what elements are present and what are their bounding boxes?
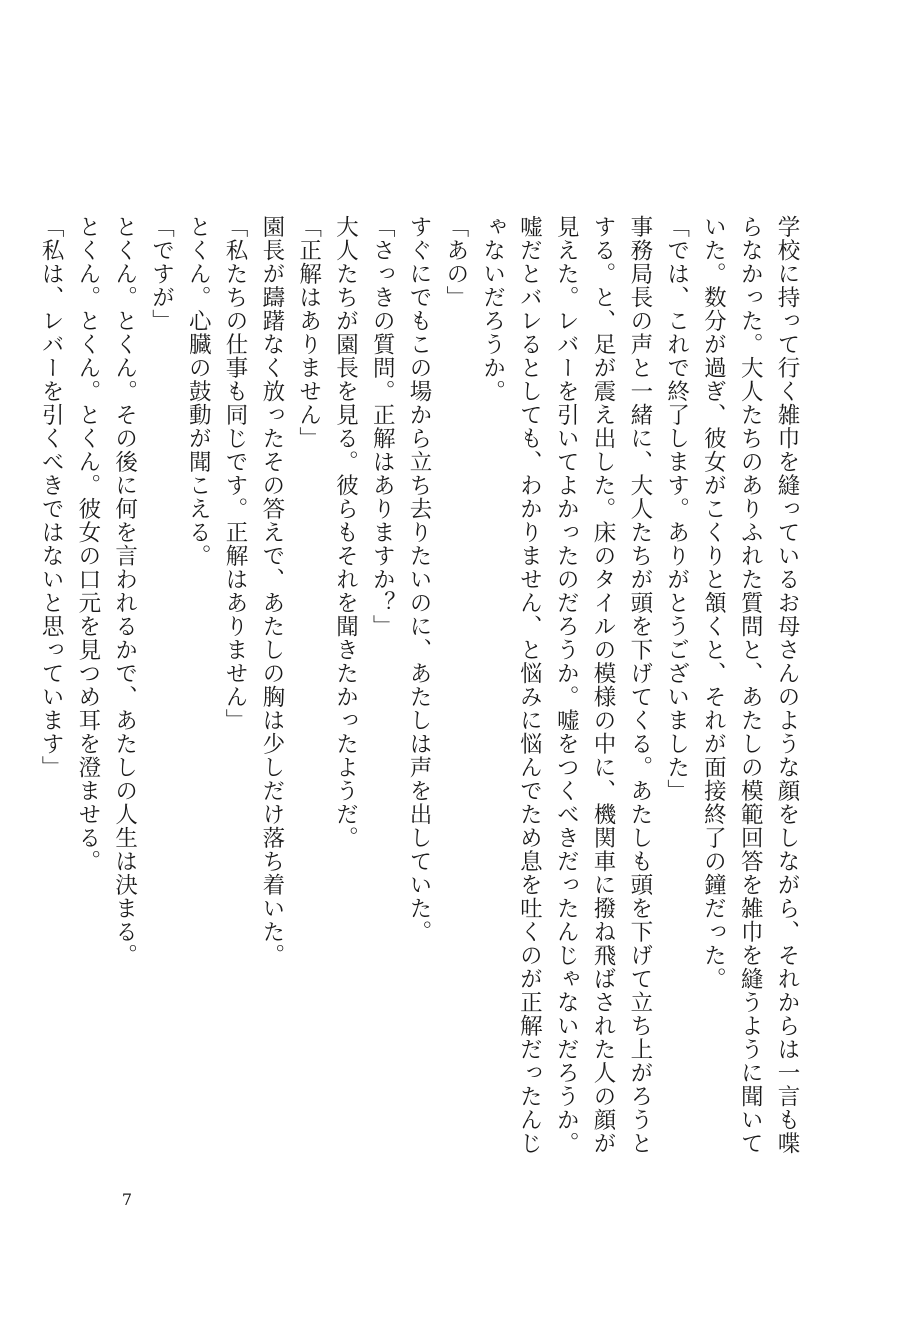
paragraph: 大人たちが園長を見る。彼らもそれを聞きたかったようだ。 bbox=[332, 215, 359, 850]
dialogue-line: 「私は、レバーを引くべきではないと思っています」 bbox=[38, 215, 65, 779]
paragraph: とくん。とくん。とくん。彼女の口元を見つめ耳を澄ませる。 bbox=[74, 215, 101, 873]
dialogue-line: 「では、これで終了します。ありがとうございました」 bbox=[663, 215, 690, 803]
dialogue-line: 「私たちの仕事も同じです。正解はありません」 bbox=[222, 215, 249, 732]
paragraph: すぐにでもこの場から立ち去りたいのに、あたしは声を出していた。 bbox=[406, 215, 433, 944]
paragraph: 園長が躊躇なく放ったその答えで、あたしの胸は少しだけ落ち着いた。 bbox=[258, 215, 285, 967]
dialogue-line: 「あの」 bbox=[442, 215, 469, 309]
dialogue-line: 「さっきの質問。正解はありますか？」 bbox=[369, 215, 396, 638]
dialogue-line: 「ですが」 bbox=[148, 215, 175, 333]
body-text bbox=[32, 215, 805, 1175]
page-number: 7 bbox=[121, 1190, 133, 1209]
paragraph: 事務局長の声と一緒に、大人たちが頭を下げてくる。あたしも頭を下げて立ち上がろうとする。と、足が震え出した。床のタイルの模様の中に、機関車に撥ね飛ばされた人の顔が見えた。レバーを引いてよかったのだろうか。嘘をつくべきだったんじゃないだろうか。嘘だとバレるとしても、わかりません、と悩みに悩んでため息を吐くのが正解だったんじゃないだろうか。 bbox=[479, 215, 653, 1155]
paragraph: とくん。とくん。その後に何を言われるかで、あたしの人生は決まる。 bbox=[111, 215, 138, 967]
paragraph: 学校に持って行く雑巾を縫っているお母さんのような顔をしながら、それからは一言も喋らなかった。大人たちのありふれた質問と、あたしの模範回答を雑巾を縫うように聞いていた。数分が過ぎ、彼女がこくりと頷くと、それが面接終了の鐘だった。 bbox=[700, 215, 800, 1155]
paragraph: とくん。心臓の鼓動が聞こえる。 bbox=[185, 215, 212, 568]
dialogue-line: 「正解はありません」 bbox=[295, 215, 322, 450]
